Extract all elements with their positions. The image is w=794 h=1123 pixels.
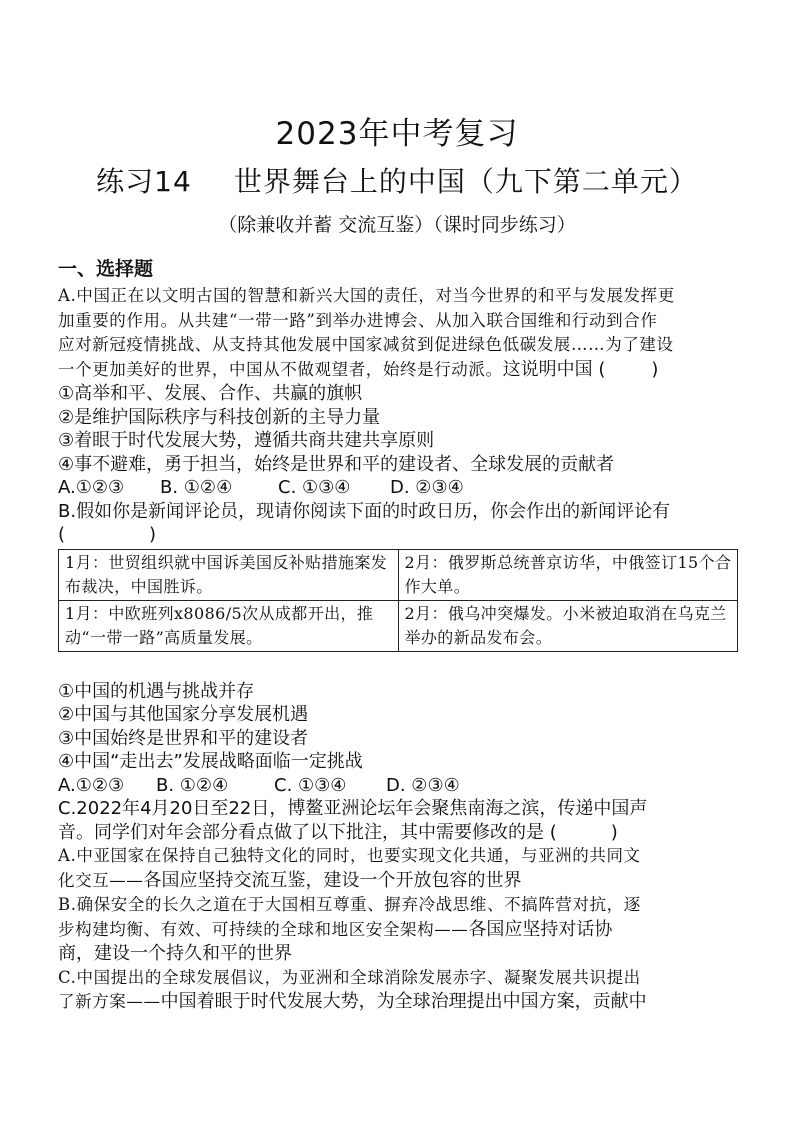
option-d: D. ②③④ — [386, 774, 460, 796]
question-b-paren: ( ) — [58, 524, 157, 545]
question-a-line-2: 加重要的作用。从共建“一带一路”到举办进博会、从加入联合国维和行动到合作 — [58, 310, 658, 330]
question-a-line-3: 应对新冠疫情挑战、从支持其他发展中国家减贫到促进绿色低碳发展……为了建设 — [58, 335, 674, 354]
question-b — [58, 500, 738, 798]
document-subtitle-2: （除兼收并蓄 交流互鉴）（课时同步练习） — [218, 214, 576, 236]
document-subtitle — [0, 160, 794, 200]
table-row — [59, 549, 738, 600]
option-a: A.①②③ — [58, 774, 125, 796]
question-b-item-4: ④中国“走出去”发展战略面临一定挑战 — [58, 751, 363, 772]
news-calendar-table — [58, 549, 738, 652]
question-a-item-3: ③着眼于时代发展大势，遵循共商共建共享原则 — [58, 430, 435, 451]
question-a-item-4: ④事不避难，勇于担当，始终是世界和平的建设者、全球发展的贡献者 — [58, 453, 615, 475]
question-a-line-4: 一个更加美好的世界，中国从不做观望者，始终是行动派。这说明中国 ( ) — [58, 358, 659, 380]
question-a-item-2: ②是维护国际秩序与科技创新的主导力量 — [58, 406, 381, 428]
table-cell: 2月：俄乌冲突爆发。小米被迫取消在乌克兰举办的新品发布会。 — [398, 600, 738, 651]
question-a-options — [58, 476, 738, 500]
option-b: B. ①②④ — [160, 477, 233, 498]
table-cell: 2月：俄罗斯总统普京访华，中俄签订15个合作大单。 — [398, 549, 738, 600]
option-b: B. ①②④ — [156, 774, 229, 796]
document-title: 2023年中考复习 — [275, 116, 519, 152]
question-b-stem: B.假如你是新闻评论员，现请你阅读下面的时政日历，你会作出的新闻评论有 — [58, 500, 671, 522]
table-cell: 1月：世贸组织就中国诉美国反补贴措施案发布裁决，中国胜诉。 — [59, 549, 399, 600]
option-d: D. ②③④ — [390, 477, 464, 498]
question-c-option-c-2: 了新方案——中国着眼于时代发展大势，为全球治理提出中国方案，贡献中 — [58, 991, 647, 1012]
question-c-option-a-2: 化交互——各国应坚持交流互鉴，建设一个开放包容的世界 — [58, 869, 522, 891]
question-c-option-b-2: 步构建均衡、有效、可持续的全球和地区安全架构——各国应坚持对话协 — [58, 918, 613, 940]
question-c — [58, 797, 738, 1015]
question-c-stem-2: 音。同学们对年会部分看点做了以下批注，其中需要修改的是 ( ) — [58, 821, 618, 843]
question-b-item-3: ③中国始终是世界和平的建设者 — [58, 727, 309, 749]
table-cell: 1月：中欧班列x8086/5次从成都开出，推动“一带一路”高质量发展。 — [59, 600, 399, 651]
option-c: C. ①③④ — [278, 477, 351, 498]
option-c: C. ①③④ — [274, 774, 347, 796]
exercise-number: 练习14 — [96, 165, 192, 198]
section-heading: 一、选择题 — [58, 258, 154, 280]
question-b-item-2: ②中国与其他国家分享发展机遇 — [58, 704, 309, 725]
question-c-option-b-3: 商，建设一个持久和平的世界 — [58, 943, 292, 964]
exercise-topic: 世界舞台上的中国（九下第二单元） — [233, 165, 698, 198]
question-b-item-1: ①中国的机遇与挑战并存 — [58, 680, 255, 702]
table-row — [59, 600, 738, 651]
questions-body — [58, 284, 738, 1015]
question-b-options — [58, 774, 738, 798]
question-c-option-b-1: B.确保安全的长久之道在于大国相互尊重、摒弃冷战思维、不搞阵营对抗，逐 — [58, 895, 641, 914]
question-c-option-c-1: C.中国提出的全球发展倡议，为亚洲和全球消除发展赤字、凝聚发展共识提出 — [58, 967, 641, 987]
option-a: A.①②③ — [58, 477, 125, 498]
question-c-option-a-1: A.中亚国家在保持自己独特文化的同时，也要实现文化共通，与亚洲的共同文 — [58, 846, 641, 865]
question-c-stem-1: C.2022年4月20日至22日，博鳌亚洲论坛年会聚焦南海之滨，传递中国声 — [58, 798, 648, 819]
question-a-item-1: ①高举和平、发展、合作、共赢的旗帜 — [58, 383, 363, 404]
question-a-line-1: A.中国正在以文明古国的智慧和新兴大国的责任，对当今世界的和平与发展发挥更 — [58, 286, 675, 305]
question-a — [58, 284, 738, 500]
